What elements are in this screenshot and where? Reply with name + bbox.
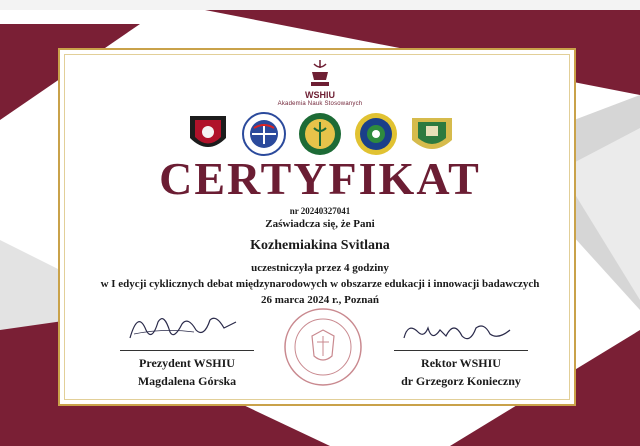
customs-emblem-icon: [299, 113, 341, 155]
right-signer-name: dr Grzegorz Konieczny: [401, 374, 521, 388]
coat-of-arms-emblem-icon: [412, 118, 452, 149]
academy-short-name: WSHIU: [305, 90, 335, 100]
left-handwritten-signature: [124, 308, 244, 348]
left-signature-line: [120, 350, 254, 351]
border-guard-emblem-icon: [355, 113, 397, 155]
certificate-number: nr 20240327041: [289, 206, 351, 216]
academy-logo-icon: [306, 58, 334, 90]
event-text: w I edycji cyklicznych debat międzynarodowych w obszarze edukacji i innowacji badawczych: [100, 278, 540, 290]
left-signer-name: Magdalena Górska: [137, 374, 237, 388]
date-place-text: 26 marca 2024 r., Poznań: [261, 294, 379, 306]
certifies-text: Zaświadcza się, że Pani: [265, 218, 375, 230]
top-strip: [0, 0, 640, 10]
recipient-name: Kozhemiakina Svitlana: [250, 238, 390, 253]
academy-seal-stamp: [282, 306, 364, 388]
aviation-emblem-icon: [243, 113, 285, 155]
right-signature-line: [394, 350, 528, 351]
academy-full-name: Akademia Nauk Stosowanych: [277, 101, 363, 107]
right-handwritten-signature: [398, 316, 518, 350]
certificate-title: CERTYFIKAT: [159, 153, 481, 204]
right-signer-role: Rektor WSHIU: [421, 356, 501, 370]
left-signer-role: Prezydent WSHIU: [139, 356, 235, 370]
participation-text: uczestniczyła przez 4 godziny: [251, 262, 389, 274]
police-emblem-icon: [190, 116, 226, 147]
